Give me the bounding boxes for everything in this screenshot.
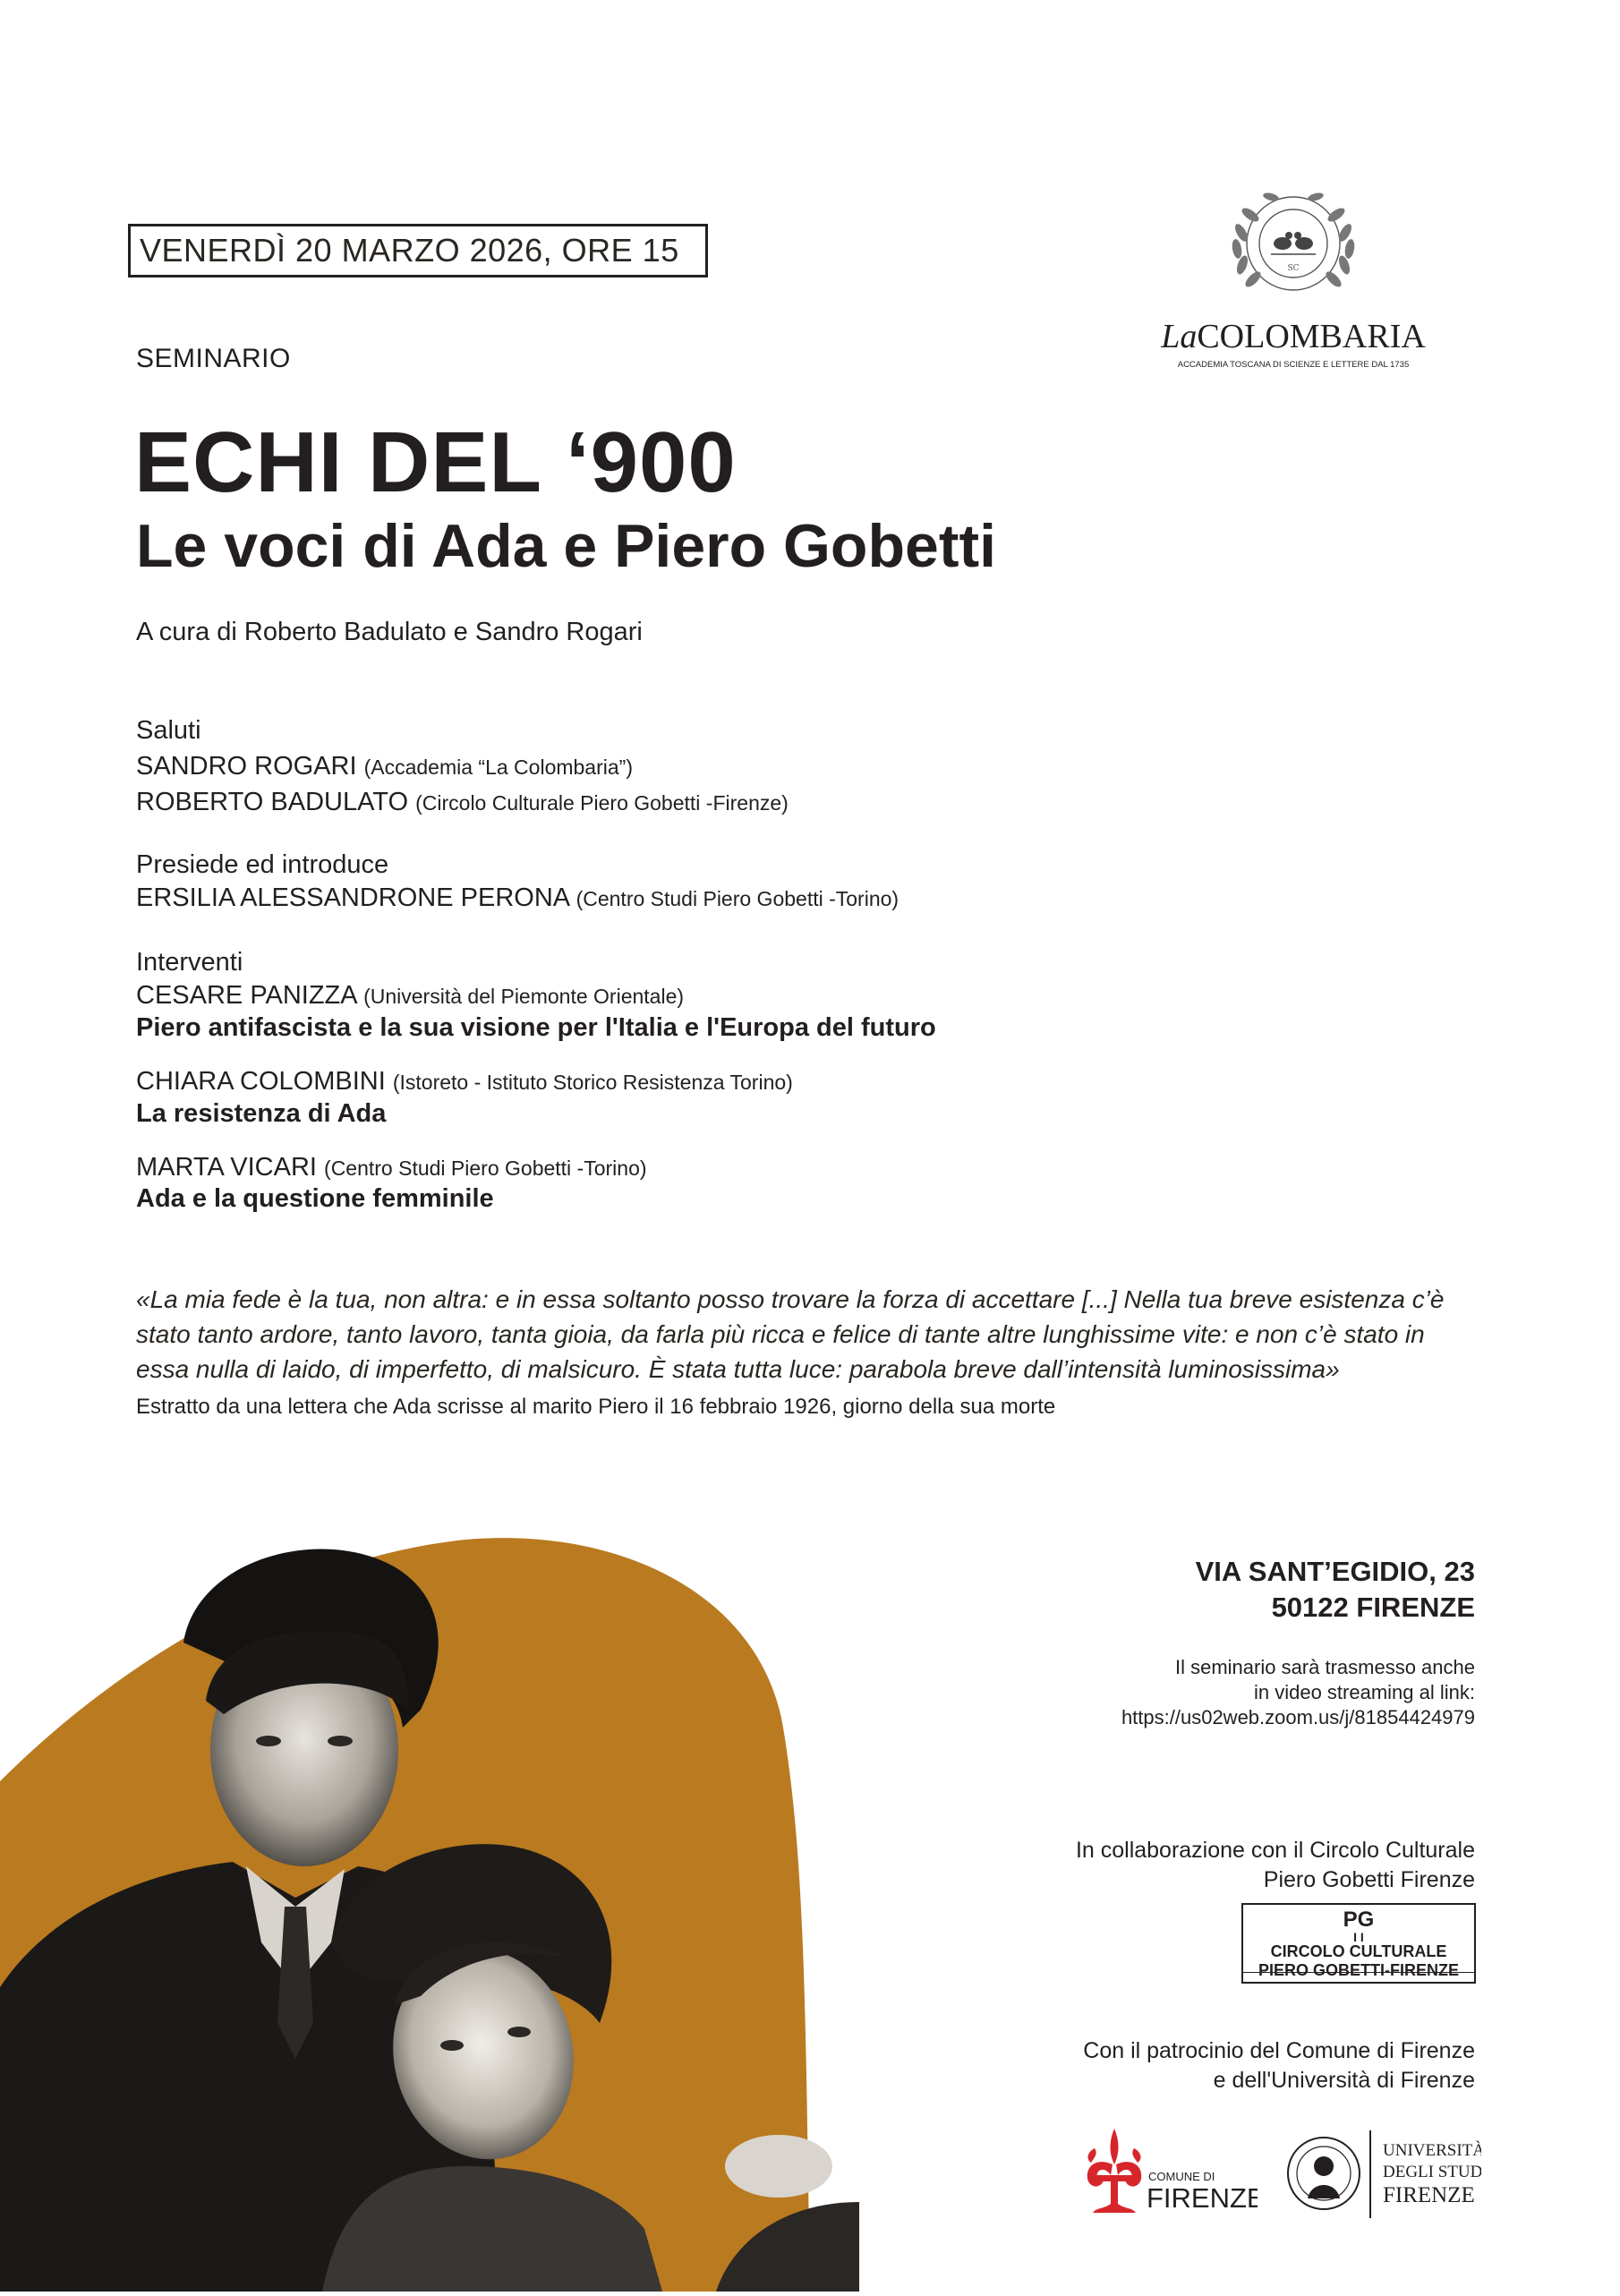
svg-text:FIRENZE: FIRENZE bbox=[1147, 2182, 1258, 2214]
unifi-logo bbox=[1284, 2121, 1481, 2224]
venue-city: 50122 FIRENZE bbox=[1271, 1592, 1475, 1623]
pg-initials: PG bbox=[1343, 1908, 1375, 1932]
page-subtitle: Le voci di Ada e Piero Gobetti bbox=[136, 512, 996, 580]
stream-text: Il seminario sarà trasmesso anche bbox=[1174, 1656, 1475, 1678]
quote-line: stato tanto ardore, tanto lavoro, tanta gioia, da farla più ricca e felice di tante altre lunghissime vite: e non c’è stato in bbox=[136, 1320, 1425, 1348]
patronage-text: e dell'Università di Firenze bbox=[1213, 2068, 1475, 2093]
section-label-interventi: Interventi bbox=[136, 948, 243, 977]
page-title: ECHI DEL ‘900 bbox=[134, 414, 737, 510]
svg-text:UNIVERSITÀ: UNIVERSITÀ bbox=[1383, 2141, 1481, 2160]
patronage-text: Con il patrocinio del Comune di Firenze bbox=[1083, 2038, 1475, 2063]
speaker-line bbox=[136, 981, 684, 1011]
venue-street: VIA SANT’EGIDIO, 23 bbox=[1195, 1556, 1475, 1587]
university-seal-icon bbox=[1284, 2121, 1481, 2224]
speaker-affiliation: (Circolo Culturale Piero Gobetti -Firenze) bbox=[415, 791, 789, 815]
svg-text:FIRENZE: FIRENZE bbox=[1383, 2183, 1475, 2207]
speaker-affiliation: (Istoreto - Istituto Storico Resistenza Torino) bbox=[392, 1071, 793, 1094]
speaker-line bbox=[136, 1153, 647, 1182]
pg-line: PIERO GOBETTI-FIRENZE bbox=[1258, 1961, 1459, 1979]
pg-bars: I I bbox=[1353, 1930, 1364, 1944]
svg-text:SC: SC bbox=[1287, 264, 1300, 273]
stream-link[interactable]: https://us02web.zoom.us/j/81854424979 bbox=[1121, 1706, 1475, 1728]
circolo-gobetti-logo bbox=[1241, 1903, 1476, 1984]
section-label-presiede: Presiede ed introduce bbox=[136, 850, 389, 879]
speaker-name: SANDRO ROGARI bbox=[136, 752, 357, 781]
quote-line: «La mia fede è la tua, non altra: e in essa soltanto posso trovare la forza di accettare [...] Nella tua breve esistenza c’è bbox=[136, 1285, 1445, 1313]
event-date-box bbox=[128, 224, 708, 277]
speaker-line bbox=[136, 788, 789, 817]
svg-text:LaCOLOMBARIA: LaCOLOMBARIA bbox=[1161, 318, 1426, 355]
svg-text:DEGLI STUDI: DEGLI STUDI bbox=[1383, 2163, 1481, 2181]
speaker-line bbox=[136, 1067, 793, 1097]
curators-line: A cura di Roberto Badulato e Sandro Rogari bbox=[136, 618, 643, 646]
collaboration-text: In collaborazione con il Circolo Culturale bbox=[1075, 1838, 1475, 1863]
quote-source: Estratto da una lettera che Ada scrisse al marito Piero il 16 febbraio 1926, giorno della sua morte bbox=[136, 1395, 1056, 1419]
comune-firenze-logo bbox=[1079, 2121, 1258, 2220]
speaker-line bbox=[136, 752, 633, 781]
speaker-line bbox=[136, 883, 899, 913]
gobetti-photo bbox=[0, 1522, 859, 2292]
speaker-name: CESARE PANIZZA bbox=[136, 981, 357, 1010]
stream-text: in video streaming al link: bbox=[1253, 1681, 1475, 1703]
talk-title: Ada e la questione femminile bbox=[136, 1184, 494, 1213]
speaker-name: CHIARA COLOMBINI bbox=[136, 1067, 386, 1096]
section-label-saluti: Saluti bbox=[136, 716, 201, 745]
event-type: SEMINARIO bbox=[136, 344, 291, 373]
speaker-affiliation: (Accademia “La Colombaria”) bbox=[363, 755, 633, 779]
photo-illustration bbox=[0, 1522, 859, 2292]
speaker-name: MARTA VICARI bbox=[136, 1153, 317, 1182]
quote-line: essa nulla di laido, di imperfetto, di malsicuro. È stata tutta luce: parabola breve dall’intensità luminosissima» bbox=[136, 1355, 1340, 1383]
event-date: VENERDÌ 20 MARZO 2026, ORE 15 bbox=[140, 232, 679, 269]
pg-line: CIRCOLO CULTURALE bbox=[1270, 1942, 1447, 1960]
talk-title: Piero antifascista e la sua visione per l'Italia e l'Europa del futuro bbox=[136, 1013, 936, 1042]
colombaria-logo bbox=[1137, 170, 1450, 394]
talk-title: La resistenza di Ada bbox=[136, 1099, 387, 1128]
fleur-de-lis-icon bbox=[1079, 2121, 1258, 2220]
speaker-name: ERSILIA ALESSANDRONE PERONA bbox=[136, 883, 569, 912]
svg-text:COMUNE DI: COMUNE DI bbox=[1148, 2170, 1215, 2183]
colombaria-seal-icon bbox=[1137, 170, 1450, 394]
speaker-affiliation: (Università del Piemonte Orientale) bbox=[363, 985, 685, 1008]
collaboration-text: Piero Gobetti Firenze bbox=[1263, 1867, 1475, 1892]
speaker-name: ROBERTO BADULATO bbox=[136, 788, 409, 816]
svg-text:ACCADEMIA TOSCANA DI SCIENZE E: ACCADEMIA TOSCANA DI SCIENZE E LETTERE DAL 1735 bbox=[1177, 360, 1410, 370]
speaker-affiliation: (Centro Studi Piero Gobetti -Torino) bbox=[324, 1157, 647, 1180]
speaker-affiliation: (Centro Studi Piero Gobetti -Torino) bbox=[576, 887, 900, 910]
quote-block bbox=[136, 1282, 1496, 1387]
